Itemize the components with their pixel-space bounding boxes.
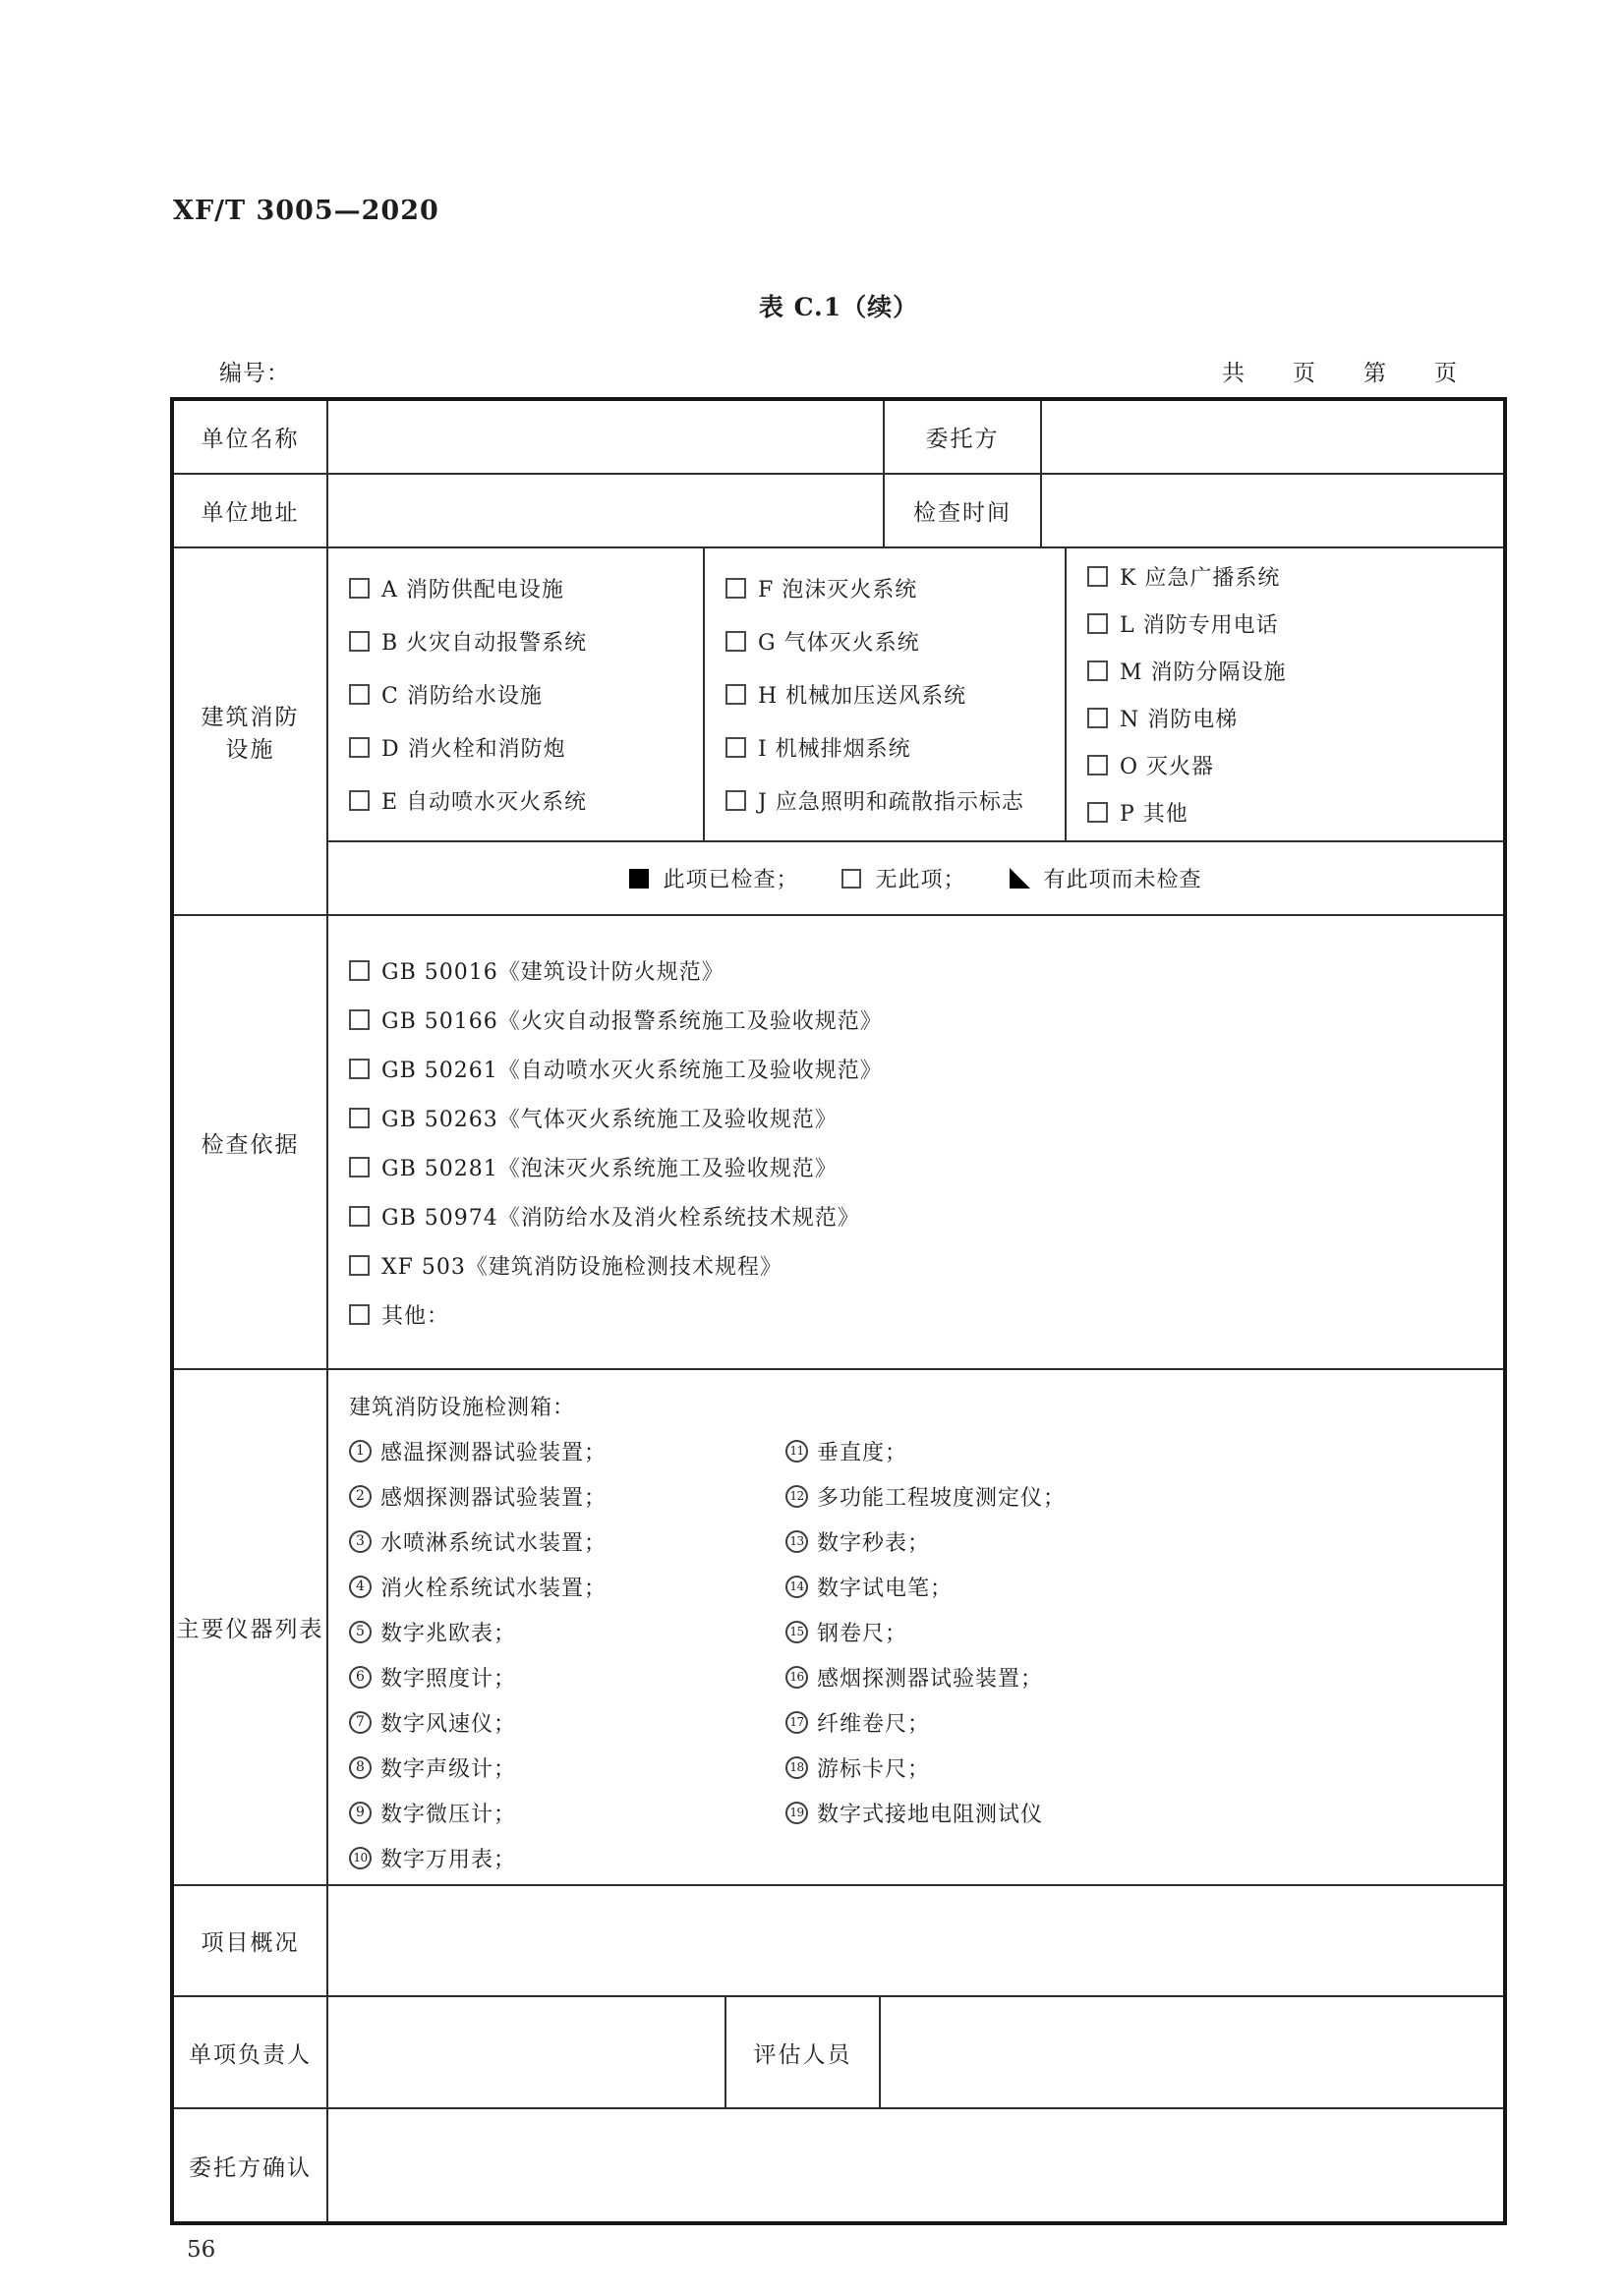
facilities-section: [174, 548, 1503, 916]
facility-checkbox-item[interactable]: [349, 562, 703, 615]
checkbox-icon[interactable]: [349, 578, 370, 599]
facility-label: B 火灾自动报警系统: [381, 631, 588, 656]
assessor-field[interactable]: [881, 1997, 1503, 2107]
facility-checkbox-item[interactable]: [725, 775, 1065, 828]
instrument-item: 4 消火栓系统试水装置；: [349, 1564, 607, 1609]
facility-label: G 气体灭火系统: [758, 631, 920, 656]
circled-number-icon: 2: [349, 1485, 372, 1508]
checkbox-icon[interactable]: [1087, 802, 1108, 823]
instrument-item: 12 多功能工程坡度测定仪；: [785, 1473, 1066, 1519]
facility-checkbox-item[interactable]: [1087, 695, 1503, 742]
circled-number-icon: 8: [349, 1756, 372, 1779]
unit-name-label: 单位名称: [174, 401, 328, 473]
meta-row: [170, 355, 1507, 387]
unit-address-label: 单位地址: [174, 475, 328, 546]
instruments-label: 主要仪器列表: [174, 1370, 328, 1884]
instrument-item: 9 数字微压计；: [349, 1790, 607, 1835]
checkbox-legend: [328, 840, 1503, 914]
instrument-item: 5 数字兆欧表；: [349, 1609, 607, 1654]
table-row: [174, 401, 1503, 475]
circled-number-icon: 7: [349, 1711, 372, 1734]
pagination-label: 共 页 第 页: [1222, 361, 1458, 386]
facility-label: P 其他: [1120, 802, 1188, 827]
facility-label: D 消火栓和消防炮: [381, 737, 566, 762]
circled-number-icon: 12: [785, 1485, 808, 1508]
basis-label: GB 50016《建筑设计防火规范》: [381, 959, 725, 985]
facility-checkbox-item[interactable]: [349, 615, 703, 668]
circled-number-icon: 15: [785, 1621, 808, 1643]
facility-checkbox-item[interactable]: [349, 775, 703, 828]
checkbox-icon[interactable]: [349, 1108, 370, 1128]
instrument-item: 2 感烟探测器试验装置；: [349, 1473, 607, 1519]
circled-number-icon: 13: [785, 1530, 808, 1553]
circled-number-icon: 6: [349, 1666, 372, 1689]
circled-number-icon: 9: [349, 1802, 372, 1824]
basis-checkbox-item[interactable]: [349, 1044, 1503, 1093]
circled-number-icon: 17: [785, 1711, 808, 1734]
facility-label: A 消防供配电设施: [381, 578, 564, 603]
checkbox-icon[interactable]: [725, 631, 746, 652]
basis-label: GB 50261《自动喷水灭火系统施工及验收规范》: [381, 1058, 883, 1083]
checkbox-icon[interactable]: [349, 1059, 370, 1079]
checkbox-icon[interactable]: [349, 960, 370, 981]
instrument-item: 8 数字声级计；: [349, 1745, 607, 1790]
basis-checkbox-item[interactable]: [349, 1093, 1503, 1142]
facility-label: L 消防专用电话: [1120, 613, 1279, 638]
circled-number-icon: 4: [349, 1576, 372, 1598]
instrument-item: 16 感烟探测器试验装置；: [785, 1654, 1066, 1699]
facility-checkbox-item[interactable]: [1087, 553, 1503, 601]
legend-none-label: 无此项；: [875, 868, 966, 892]
facilities-column-3: [1067, 548, 1503, 840]
form-table: [170, 397, 1507, 2225]
facility-label: C 消防给水设施: [381, 684, 543, 709]
instrument-item: 3 水喷淋系统试水装置；: [349, 1519, 607, 1564]
basis-checkbox-item[interactable]: [349, 1142, 1503, 1191]
basis-label: GB 50166《火灾自动报警系统施工及验收规范》: [381, 1008, 883, 1034]
facilities-column-2: [705, 548, 1067, 840]
checkbox-icon[interactable]: [349, 631, 370, 652]
table-row: [174, 1997, 1503, 2109]
instruments-right-column: [785, 1428, 1066, 1835]
checkbox-icon[interactable]: [349, 1304, 370, 1325]
inspection-basis-list: [328, 916, 1503, 1368]
basis-label: GB 50281《泡沫灭火系统施工及验收规范》: [381, 1156, 838, 1181]
circled-number-icon: 18: [785, 1756, 808, 1779]
facility-checkbox-item[interactable]: [1087, 742, 1503, 789]
checkbox-icon[interactable]: [349, 1157, 370, 1177]
facility-checkbox-item[interactable]: [725, 721, 1065, 775]
instruments-header: 建筑消防设施检测箱：: [349, 1395, 576, 1420]
facility-label: M 消防分隔设施: [1120, 660, 1287, 685]
basis-checkbox-item[interactable]: [349, 946, 1503, 995]
client-confirm-field[interactable]: [328, 2109, 1503, 2221]
project-overview-label: 项目概况: [174, 1886, 328, 1995]
facility-checkbox-item[interactable]: [725, 615, 1065, 668]
checkbox-icon[interactable]: [725, 684, 746, 705]
facility-checkbox-item[interactable]: [349, 668, 703, 721]
facility-label: O 灭火器: [1120, 755, 1215, 779]
facility-label: E 自动喷水灭火系统: [381, 790, 588, 815]
facility-label: K 应急广播系统: [1120, 566, 1281, 591]
single-responsible-field[interactable]: [328, 1997, 726, 2107]
triangle-icon: [1010, 868, 1030, 889]
facilities-label: 建筑消防设施: [174, 548, 328, 914]
instrument-item: 15 钢卷尺；: [785, 1609, 1066, 1654]
facility-checkbox-item[interactable]: [349, 721, 703, 775]
instrument-item: 10 数字万用表；: [349, 1835, 607, 1880]
circled-number-icon: 14: [785, 1576, 808, 1598]
checkbox-icon[interactable]: [349, 1206, 370, 1227]
checkbox-icon[interactable]: [349, 737, 370, 758]
table-title: 表 C.1（续）: [758, 293, 919, 321]
client-field[interactable]: [1042, 401, 1503, 473]
checkbox-icon[interactable]: [349, 684, 370, 705]
checkbox-icon[interactable]: [349, 1255, 370, 1276]
facility-checkbox-item[interactable]: [1087, 601, 1503, 648]
instruments-left-column: [349, 1383, 607, 1880]
facility-label: H 机械加压送风系统: [758, 684, 967, 709]
facility-label: N 消防电梯: [1120, 708, 1239, 732]
checkbox-icon[interactable]: [1087, 708, 1108, 728]
assessor-label: 评估人员: [726, 1997, 881, 2107]
instrument-item: 17 纤维卷尺；: [785, 1699, 1066, 1745]
basis-checkbox-item[interactable]: [349, 995, 1503, 1044]
inspection-basis-label: 检查依据: [174, 916, 328, 1368]
circled-number-icon: 19: [785, 1802, 808, 1824]
serial-label: 编号：: [219, 361, 290, 386]
instruments-section: [174, 1370, 1503, 1886]
circled-number-icon: 11: [785, 1440, 808, 1463]
legend-checked-label: 此项已检查；: [663, 868, 799, 892]
checkbox-icon[interactable]: [1087, 660, 1108, 681]
facility-checkbox-item[interactable]: [725, 562, 1065, 615]
checkbox-icon[interactable]: [725, 790, 746, 811]
single-responsible-label: 单项负责人: [174, 1997, 328, 2107]
inspect-time-field[interactable]: [1042, 475, 1503, 546]
project-overview-field[interactable]: [328, 1886, 1503, 1995]
basis-label: XF 503《建筑消防设施检测技术规程》: [381, 1254, 783, 1280]
inspect-time-label: 检查时间: [885, 475, 1042, 546]
instrument-item: 1 感温探测器试验装置；: [349, 1428, 607, 1473]
basis-label: GB 50974《消防给水及消火栓系统技术规范》: [381, 1205, 860, 1231]
instrument-item: 14 数字试电笔；: [785, 1564, 1066, 1609]
instrument-item: 6 数字照度计；: [349, 1654, 607, 1699]
table-row: [174, 2109, 1503, 2221]
instrument-item: 11 垂直度；: [785, 1428, 1066, 1473]
checkbox-icon[interactable]: [349, 790, 370, 811]
empty-square-icon: [841, 869, 861, 889]
facility-label: J 应急照明和疏散指示标志: [758, 790, 1024, 815]
table-row: [174, 1886, 1503, 1997]
facility-checkbox-item[interactable]: [1087, 648, 1503, 695]
instrument-item: 13 数字秒表；: [785, 1519, 1066, 1564]
instrument-item: 19 数字式接地电阻测试仪: [785, 1790, 1066, 1835]
legend-unchecked-label: 有此项而未检查: [1043, 868, 1202, 892]
circled-number-icon: 3: [349, 1530, 372, 1553]
basis-label: 其他：: [381, 1303, 450, 1329]
facility-label: I 机械排烟系统: [758, 737, 911, 762]
client-confirm-label: 委托方确认: [174, 2109, 328, 2221]
checkbox-icon[interactable]: [1087, 755, 1108, 775]
instrument-item: 7 数字风速仪；: [349, 1699, 607, 1745]
checkbox-icon[interactable]: [1087, 566, 1108, 587]
checkbox-icon[interactable]: [725, 737, 746, 758]
checkbox-icon[interactable]: [725, 578, 746, 599]
inspection-basis-section: [174, 916, 1503, 1370]
basis-checkbox-item[interactable]: [349, 1240, 1503, 1290]
circled-number-icon: 5: [349, 1621, 372, 1643]
table-row: [174, 475, 1503, 548]
instruments-list: [328, 1370, 1503, 1884]
client-label: 委托方: [885, 401, 1042, 473]
unit-address-field[interactable]: [328, 475, 885, 546]
checkbox-icon[interactable]: [349, 1009, 370, 1030]
circled-number-icon: 1: [349, 1440, 372, 1463]
basis-checkbox-item[interactable]: [349, 1191, 1503, 1240]
facilities-column-1: [328, 548, 705, 840]
circled-number-icon: 10: [349, 1847, 372, 1869]
basis-checkbox-item[interactable]: [349, 1290, 1503, 1339]
instrument-item: 18 游标卡尺；: [785, 1745, 1066, 1790]
unit-name-field[interactable]: [328, 401, 885, 473]
basis-label: GB 50263《气体灭火系统施工及验收规范》: [381, 1107, 838, 1132]
checkbox-icon[interactable]: [1087, 613, 1108, 634]
facility-label: F 泡沫灭火系统: [758, 578, 918, 603]
filled-square-icon: [629, 869, 649, 889]
circled-number-icon: 16: [785, 1666, 808, 1689]
standard-number: XF/T 3005—2020: [173, 196, 439, 226]
page-number: 56: [187, 2237, 216, 2263]
facility-checkbox-item[interactable]: [725, 668, 1065, 721]
facility-checkbox-item[interactable]: [1087, 789, 1503, 836]
